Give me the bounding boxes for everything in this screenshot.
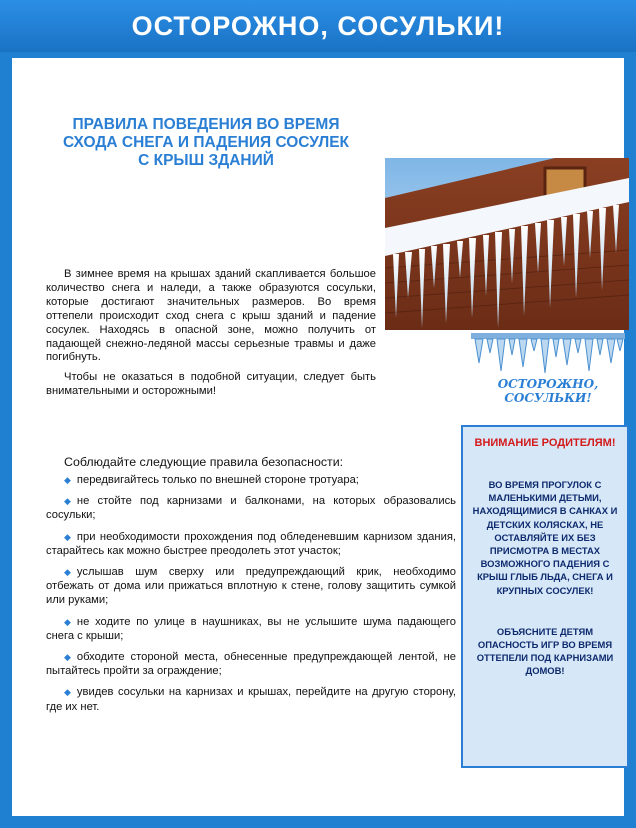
intro-paragraph-2: Чтобы не оказаться в подобной ситуации, следует быть внимательными и осторожными!	[46, 371, 376, 398]
diamond-bullet-icon: ◆	[64, 475, 71, 485]
caution-badge	[471, 333, 625, 417]
notice-title: ВНИМАНИЕ РОДИТЕЛЯМ!	[474, 437, 616, 449]
diamond-bullet-icon: ◆	[64, 531, 71, 542]
rules-list-title: Соблюдайте следующие правила безопасности:	[64, 455, 344, 469]
icicles-roof-photo	[385, 158, 629, 330]
diamond-bullet-icon: ◆	[64, 496, 71, 507]
list-item: ◆ передвигайтесь только по внешней стороне тротуара;	[64, 474, 359, 486]
intro-paragraph-1: В зимнее время на крышах зданий скапливается большое количество снега и наледи, а также образуются сосульки, которые достигают значительных размеров. Во время оттепели происходит сход снега с крыш зданий и падение сосулек. Находясь в опасной зоне, можно получить от падающей снежно-ледяной массы серьезные травмы и даже погибнуть.	[46, 268, 376, 364]
banner-title: ОСТОРОЖНО, СОСУЛЬКИ!	[131, 10, 505, 41]
notice-body-2: ОБЪЯСНИТЕ ДЕТЯМ ОПАСНОСТЬ ИГР ВО ВРЕМЯ ОТТЕПЕЛИ ПОД КАРНИЗАМИ ДОМОВ!	[476, 625, 614, 677]
parents-notice	[461, 425, 629, 768]
list-item: ◆ при необходимости прохождения под обледеневшим карнизом здания, старайтесь как можно быстрее преодолеть этот участок;	[46, 530, 456, 557]
list-item: ◆ не ходите по улице в наушниках, вы не услышите шума падающего снега с крыши;	[46, 615, 456, 642]
icicles-icon	[471, 333, 625, 377]
intro-text	[46, 268, 376, 399]
icicles-roof-illustration	[385, 158, 629, 330]
caution-badge-text: ОСТОРОЖНО, СОСУЛЬКИ!	[497, 377, 599, 405]
list-item: ◆ услышав шум сверху или предупреждающий крик, необходимо отбежать от дома или прижаться вплотную к стене, голову защитить сумкой или руками;	[46, 566, 456, 607]
rules-list	[46, 473, 456, 714]
banner	[0, 0, 636, 52]
list-item: ◆ увидев сосульки на карнизах и крышах, перейдите на другую сторону, где их нет.	[46, 686, 456, 713]
diamond-bullet-icon: ◆	[64, 652, 71, 663]
diamond-bullet-icon: ◆	[64, 567, 71, 578]
diamond-bullet-icon: ◆	[64, 616, 71, 627]
list-item: ◆ не стойте под карнизами и балконами, на которых образовались сосульки;	[46, 495, 456, 522]
diamond-bullet-icon: ◆	[64, 687, 71, 698]
rules-heading: ПРАВИЛА ПОВЕДЕНИЯ ВО ВРЕМЯ СХОДА СНЕГА И ПАДЕНИЯ СОСУЛЕК С КРЫШ ЗДАНИЙ	[62, 116, 350, 169]
list-item: ◆ обходите стороной места, обнесенные предупреждающей лентой, не пытайтесь пройти за ограждение;	[46, 651, 456, 678]
notice-body: ВО ВРЕМЯ ПРОГУЛОК С МАЛЕНЬКИМИ ДЕТЬМИ, НАХОДЯЩИМИСЯ В САНКАХ И ДЕТСКИХ КОЛЯСКАХ, НЕ ОСТАВЛЯЙТЕ ИХ БЕЗ ПРИСМОТРА В МЕСТАХ ВОЗМОЖНОГО ПАДЕНИЯ С КРЫШ ГЛЫБ ЛЬДА, СНЕГА И КРУПНЫХ СОСУЛЕК!	[472, 479, 618, 596]
